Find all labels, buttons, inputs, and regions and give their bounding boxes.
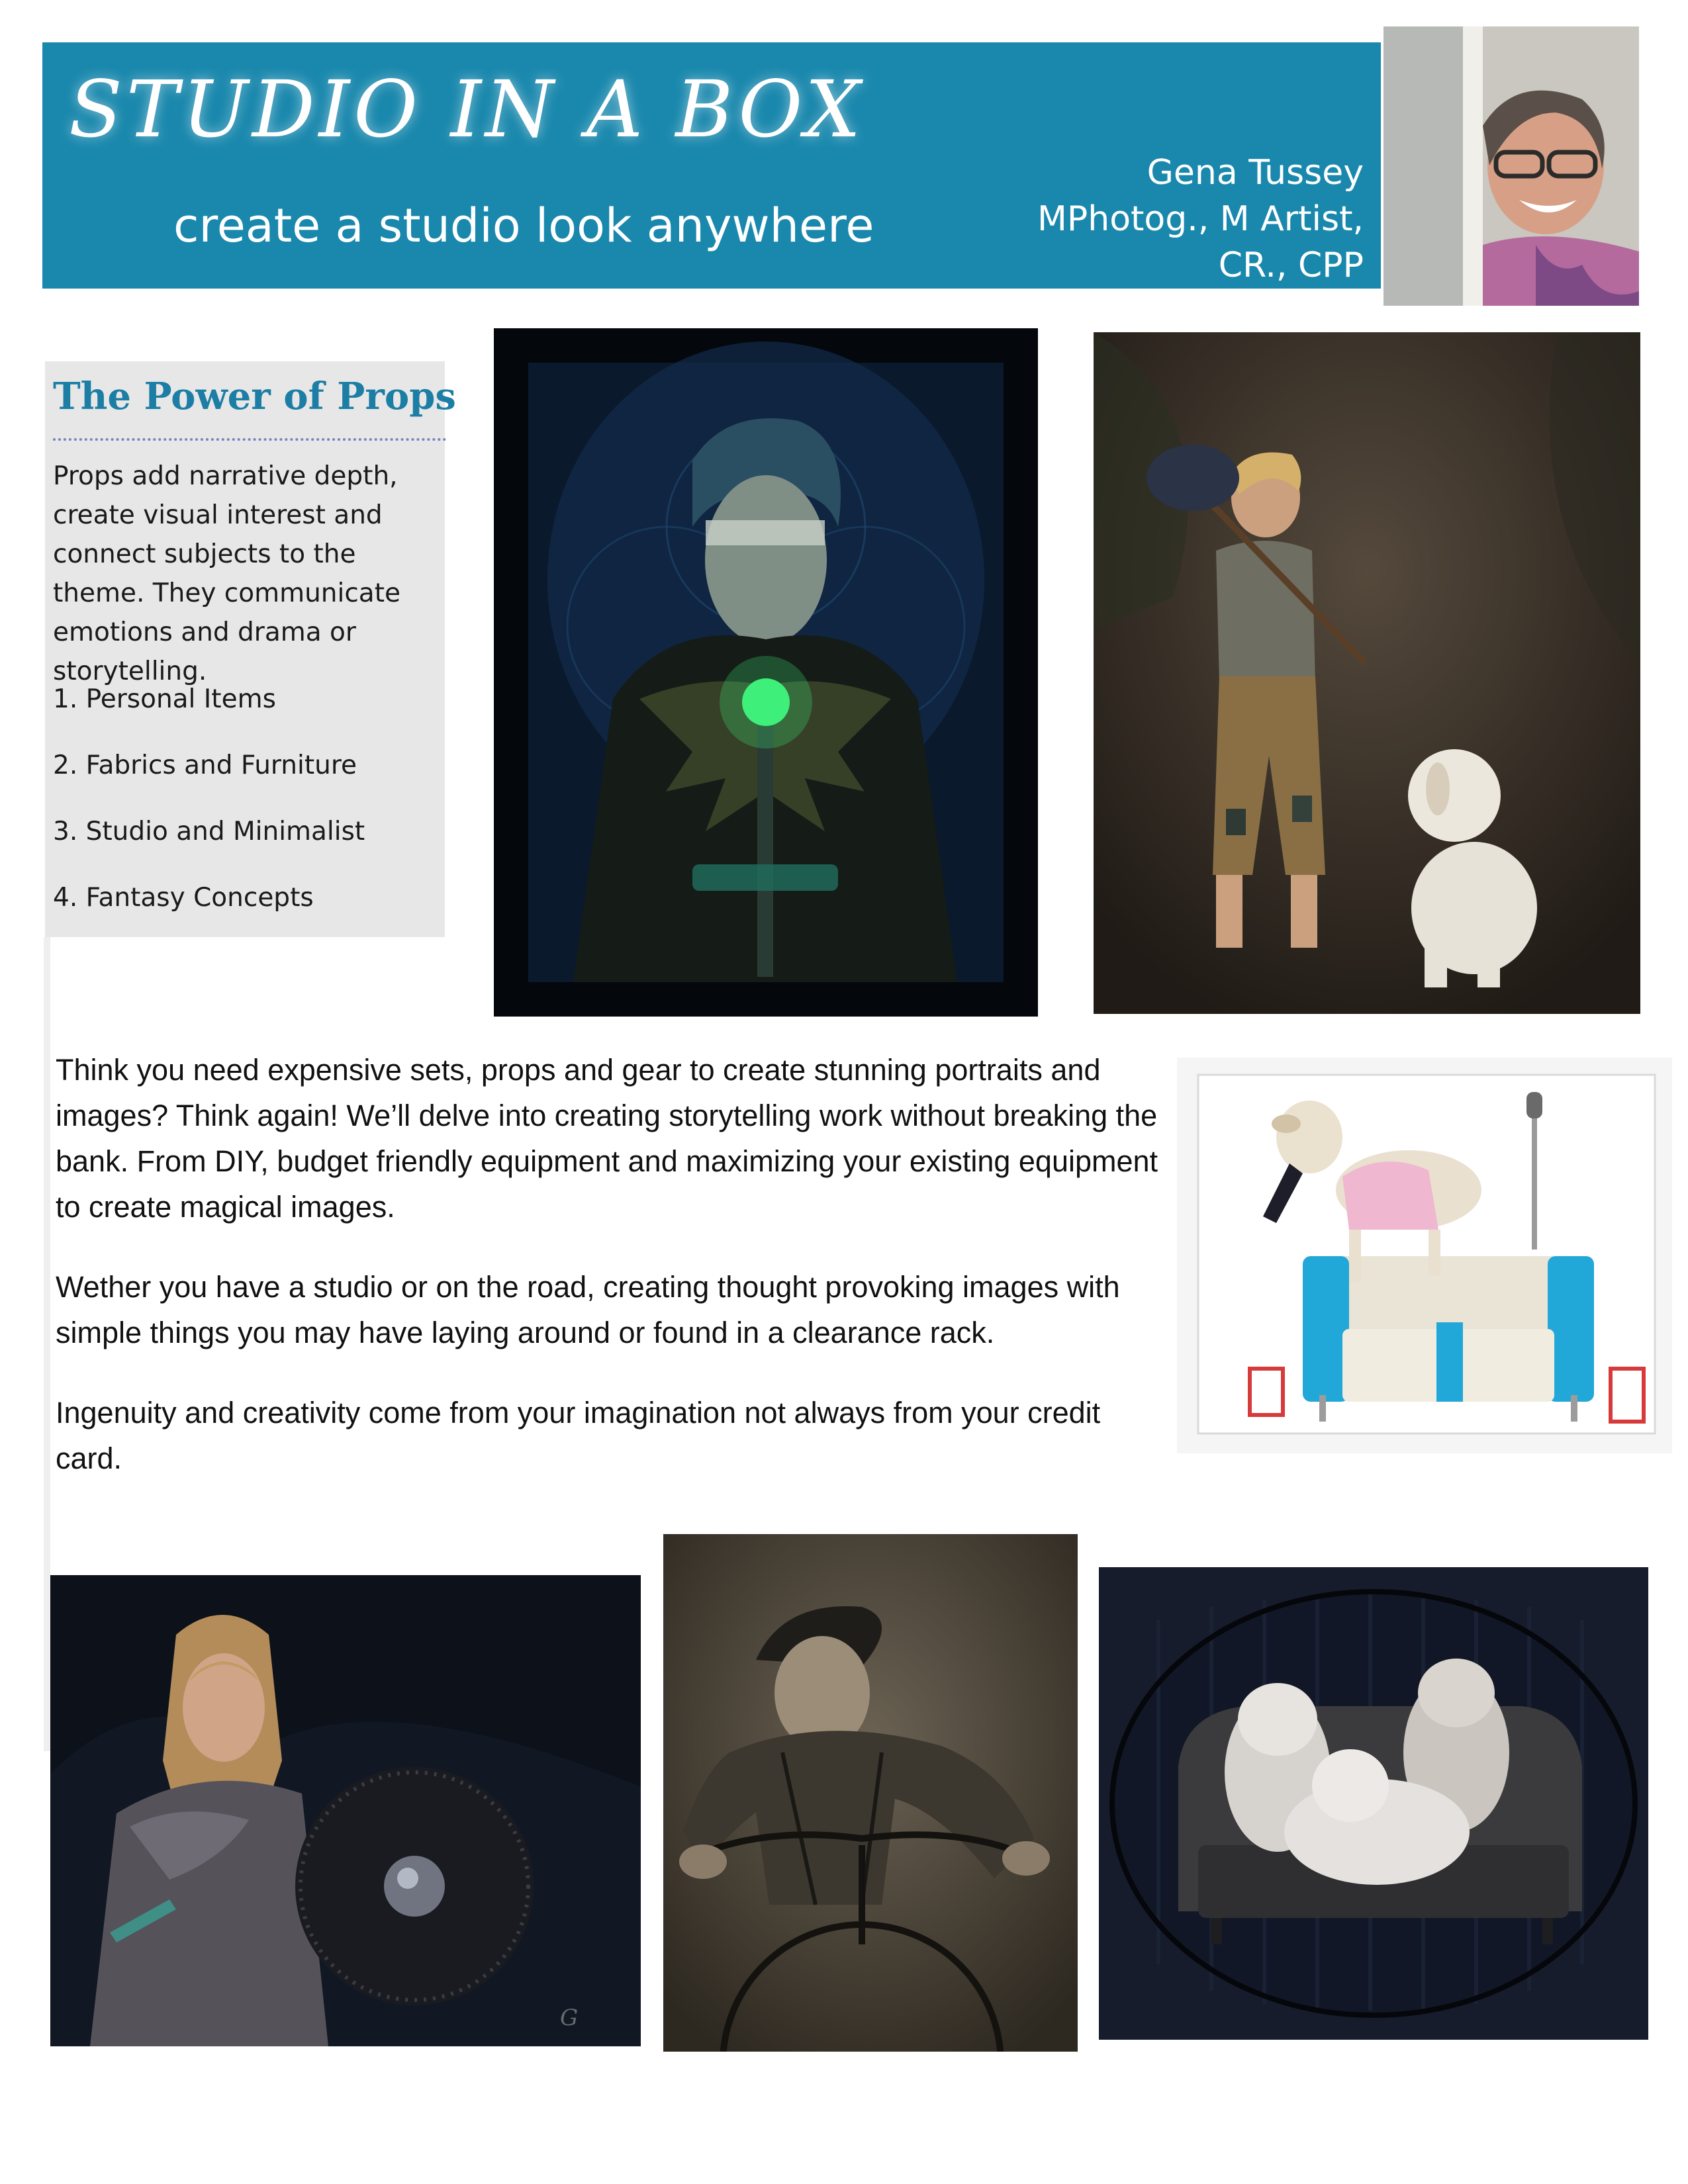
boy-with-dog-photo [1094, 332, 1640, 1014]
list-item: 4. Fantasy Concepts [53, 883, 314, 913]
dotted-divider [53, 438, 446, 441]
props-list [53, 680, 444, 945]
left-margin-rule [44, 937, 50, 1751]
body-copy [56, 1047, 1168, 1516]
author-name: Gena Tussey [1147, 153, 1364, 193]
list-item: 3. Studio and Minimalist [53, 817, 365, 846]
author-credentials [900, 150, 1364, 289]
sidebar-intro-text: Props add narrative depth, create visual interest and connect subjects to the theme. They communicate emotions and drama or storytelling. [53, 461, 400, 686]
fantasy-portrait-photo [494, 328, 1038, 1017]
list-item: 1. Personal Items [53, 684, 276, 714]
sidebar-heading: The Power of Props [53, 375, 456, 418]
page-title: STUDIO IN A BOX [69, 64, 865, 155]
body-paragraph: Think you need expensive sets, props and gear to create stunning portraits and images? Think again! We’ll delve into creating storytelling work without breaking the bank. From DIY, budget friendly equipment and maximizing your existing equipment to create magical images. [56, 1053, 1158, 1224]
cats-on-sofa-photo [1099, 1567, 1648, 2040]
cyclist-portrait-photo [663, 1534, 1078, 2052]
list-item: 2. Fabrics and Furniture [53, 751, 357, 780]
svg-text:G: G [560, 2005, 579, 2031]
author-credentials-line: CR., CPP [1218, 246, 1364, 285]
page-subtitle: create a studio look anywhere [173, 199, 874, 253]
body-paragraph: Ingenuity and creativity come from your imagination not always from your credit card. [56, 1396, 1101, 1475]
author-headshot-photo [1383, 26, 1639, 306]
body-paragraph: Wether you have a studio or on the road, creating thought provoking images with simple things you may have laying around or found in a clearance rack. [56, 1270, 1120, 1349]
dog-on-couch-photo [1177, 1058, 1672, 1453]
author-credentials-line: MPhotog., M Artist, [1037, 199, 1364, 239]
viking-shield-maiden-photo [50, 1575, 641, 2046]
